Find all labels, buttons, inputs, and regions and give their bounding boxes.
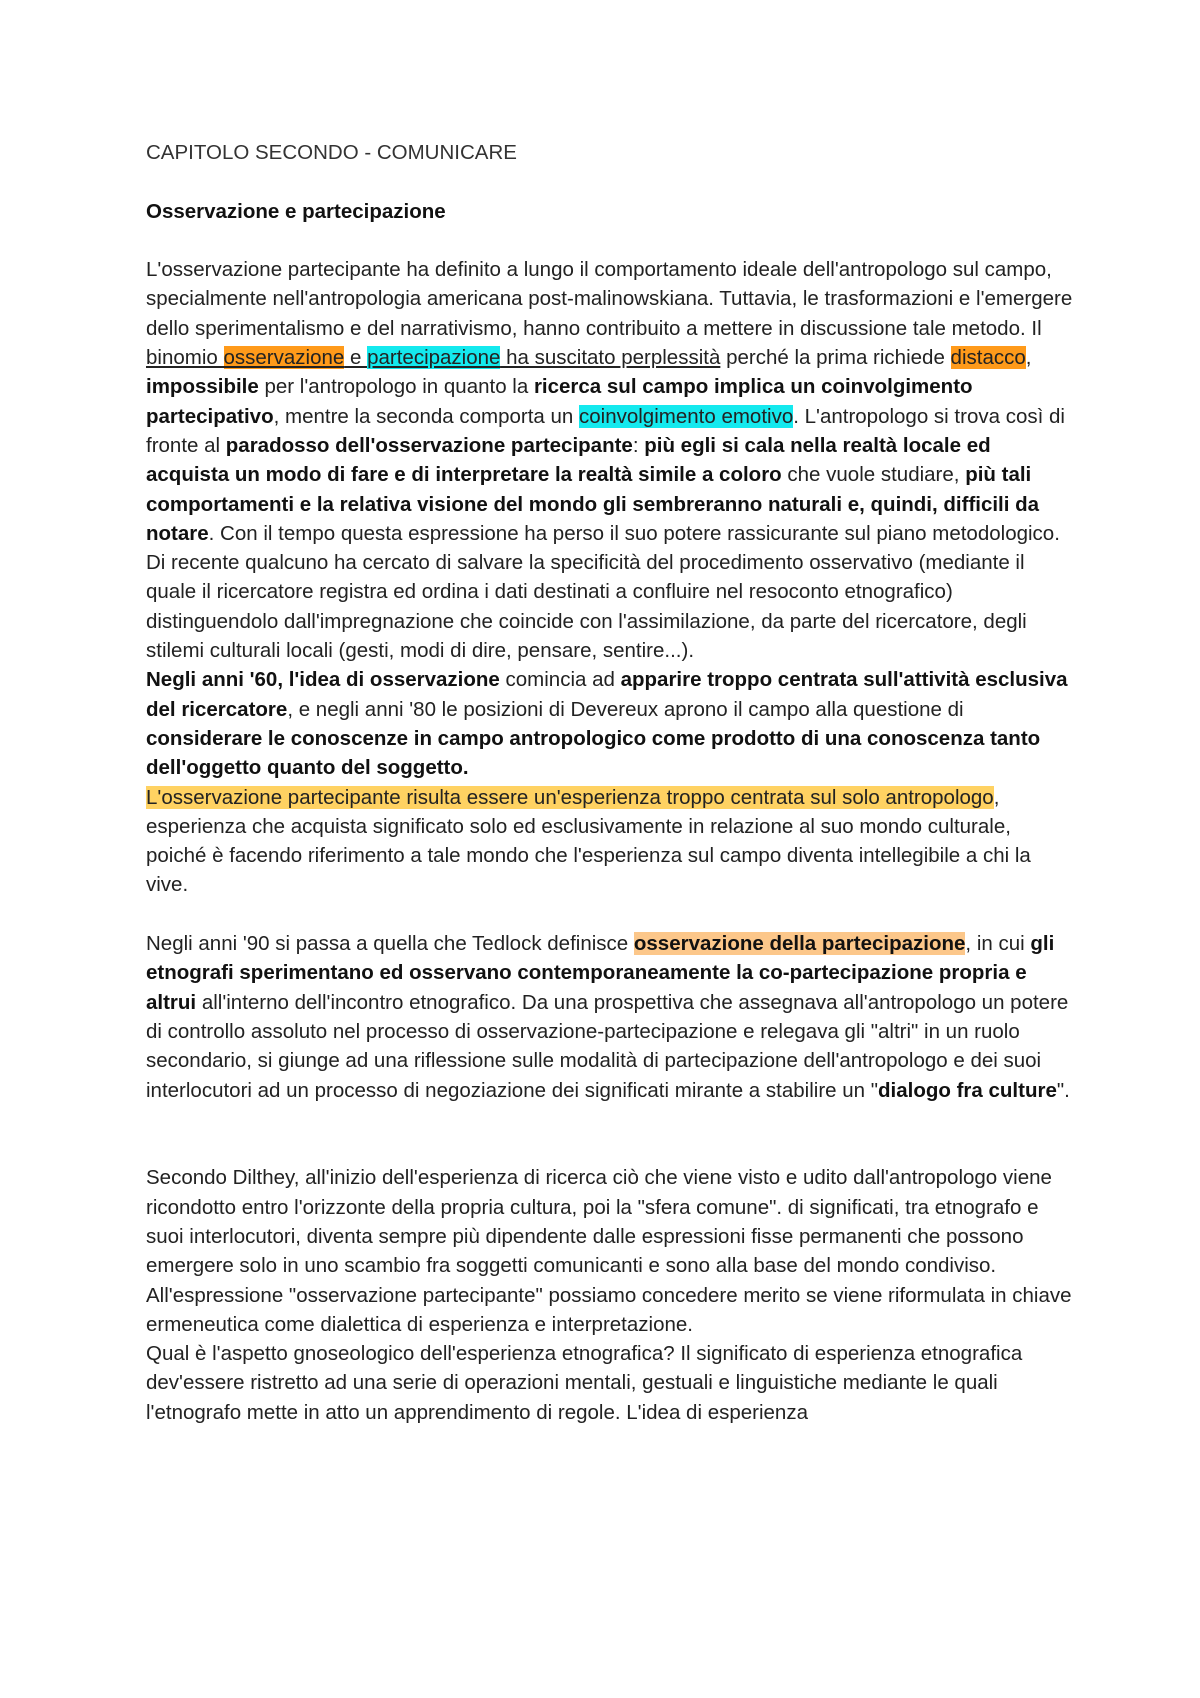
spacer — [146, 1105, 1076, 1164]
bold-text: apparire troppo centrata sull'attività esclusiva del ricercatore — [146, 668, 1068, 721]
paragraph-3 — [146, 783, 1076, 900]
highlight-cyan: partecipazione — [367, 346, 501, 370]
bold-text: dialogo fra culture — [878, 1078, 1057, 1102]
text-run: : — [632, 433, 645, 457]
text-run: perché la prima richiede — [720, 346, 951, 370]
text-run: , mentre la seconda comporta un — [273, 404, 579, 428]
section-title: Osservazione e partecipazione — [146, 199, 446, 223]
text-run: , esperienza che acquista significato solo ed esclusivamente in relazione al suo mondo culturale, poiché è facendo riferimento a tale mondo che l'esperienza sul campo diventa intellegibile a chi la vive. — [146, 785, 1031, 897]
text-run: , — [1025, 346, 1032, 370]
paragraph-1 — [146, 255, 1076, 665]
text-run: binomio — [146, 346, 224, 370]
chapter-title: CAPITOLO SECONDO - COMUNICARE — [146, 141, 517, 164]
document-body — [146, 138, 1076, 1427]
paragraph-7: Qual è l'aspetto gnoseologico dell'esperienza etnografica? Il significato di esperienza etnografica dev'essere ristretto ad una serie di operazioni mentali, gestuali e linguistiche mediante le quali l'etnografo mette in atto un apprendimento di regole. L'idea di esperienza — [146, 1342, 1023, 1424]
highlight-orange: distacco — [950, 346, 1026, 370]
text-run: che vuole studiare, — [781, 463, 966, 487]
paragraph-6: All'espressione "osservazione partecipante" possiamo concedere merito se viene riformulata in chiave ermeneutica come dialettica di esperienza e interpretazione. — [146, 1283, 1072, 1336]
spacer — [146, 226, 1076, 255]
text-run: comincia ad — [499, 668, 621, 692]
highlight-orange: osservazione — [223, 346, 345, 370]
spacer — [146, 167, 1076, 196]
highlight-yellow: L'osservazione partecipante risulta essere un'esperienza troppo centrata sul solo antropologo — [146, 785, 994, 809]
text-run: . L'antropologo si trova così di fronte al — [146, 404, 1065, 457]
bold-text: impossibile — [146, 375, 259, 399]
highlight-cyan: coinvolgimento emotivo — [579, 404, 794, 428]
text-run: e — [344, 346, 368, 370]
text-run: ". — [1056, 1078, 1070, 1102]
text-run: . Con il tempo questa espressione ha perso il suo potere rassicurante sul piano metodologico. Di recente qualcuno ha cercato di salvare la specificità del procedimento osservativo (mediante il quale il ricercatore registra ed ordina i dati destinati a confluire nel resoconto etnografico) distinguendolo dall'impregnazione che coincide con l'assimilazione, da parte del ricercatore, degli stilemi culturali locali (gesti, modi di dire, pensare, sentire...). — [146, 521, 1060, 663]
text-run: ha suscitato perplessità — [500, 346, 721, 370]
bold-text: gli etnografi sperimentano ed osservano contemporaneamente la co-partecipazione propria e altrui — [146, 932, 1055, 1014]
text-run: Negli anni '90 si passa a quella che Tedlock definisce — [146, 932, 634, 956]
text-run: , in cui — [965, 932, 1031, 956]
paragraph-5: Secondo Dilthey, all'inizio dell'esperienza di ricerca ciò che viene visto e udito dall'antropologo viene ricondotto entro l'orizzonte della propria cultura, poi la "sfera comune". di significati, tra etnografo e suoi interlocutori, diventa sempre più dipendente dalle espressioni fisse permanenti che possono emergere solo in uno scambio fra soggetti comunicanti e sono alla base del mondo condiviso. — [146, 1166, 1052, 1278]
text-run: , e negli anni '80 le posizioni di Devereux aprono il campo alla questione di — [287, 697, 964, 721]
text-run: all'interno dell'incontro etnografico. Da una prospettiva che assegnava all'antropologo un potere di controllo assoluto nel processo di osservazione-partecipazione e relegava gli "altri" in un ruolo secondario, si giunge ad una riflessione sulle modalità di partecipazione dell'antropologo e dei suoi interlocutori ad un processo di negoziazione dei significati mirante a stabilire un " — [146, 990, 1069, 1102]
underlined-text — [146, 346, 720, 369]
highlight-peach: osservazione della partecipazione — [633, 932, 966, 956]
paragraph-4 — [146, 929, 1076, 1105]
text-run: L'osservazione partecipante ha definito a lungo il comportamento ideale dell'antropologo sul campo, specialmente nell'antropologia americana post-malinowskiana. Tuttavia, le trasformazioni e l'emergere dello sperimentalismo e del narrativismo, hanno contribuito a mettere in discussione tale metodo. Il — [146, 258, 1073, 340]
text-run: per l'antropologo in quanto la — [258, 375, 534, 399]
bold-text: considerare le conoscenze in campo antropologico come prodotto di una conoscenza tanto dell'oggetto quanto del soggetto. — [146, 726, 1041, 780]
paragraph-2 — [146, 665, 1076, 782]
bold-text: Negli anni '60, l'idea di osservazione — [146, 668, 500, 692]
bold-text: più tali comportamenti e la relativa visione del mondo gli sembreranno naturali e, quindi, difficili da notare — [146, 463, 1040, 545]
spacer — [146, 900, 1076, 929]
bold-text: più egli si cala nella realtà locale ed acquista un modo di fare e di interpretare la realtà simile a coloro — [146, 433, 991, 487]
bold-text: ricerca sul campo implica un coinvolgimento partecipativo — [146, 375, 973, 428]
bold-text: paradosso dell'osservazione partecipante — [225, 433, 633, 457]
